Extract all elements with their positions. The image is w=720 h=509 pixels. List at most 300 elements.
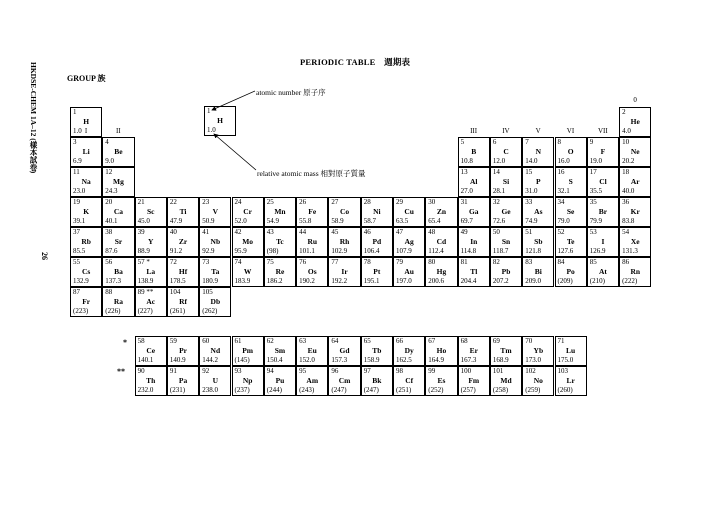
atomic-number: 43 (266, 228, 274, 236)
relative-atomic-mass: 88.9 (137, 247, 150, 255)
element-symbol: Fe (308, 207, 317, 216)
atomic-number: 25 (266, 198, 274, 206)
element-symbol: Sb (534, 237, 543, 246)
element-symbol: Mn (274, 207, 286, 216)
relative-atomic-mass: 238.0 (202, 386, 218, 394)
relative-atomic-mass: 27.0 (460, 187, 473, 195)
atomic-number: 54 (622, 228, 630, 236)
element-si (490, 167, 522, 197)
relative-atomic-mass: 132.9 (73, 277, 89, 285)
element-symbol: Ba (114, 267, 123, 276)
atomic-number: 16 (557, 168, 565, 176)
lanthanide-marker: * (123, 338, 127, 347)
atomic-number: 3 (73, 138, 77, 146)
element-symbol: As (534, 207, 543, 216)
element-ce (135, 336, 167, 366)
group-label: V (535, 127, 541, 135)
element-dy (393, 336, 425, 366)
relative-atomic-mass: 10.8 (460, 157, 473, 165)
element-symbol: Re (275, 267, 285, 276)
atomic-number: 75 (266, 258, 274, 266)
element-ba (102, 257, 134, 287)
element-o (555, 137, 587, 167)
atomic-number: 57 * (137, 258, 150, 266)
atomic-number: 37 (73, 228, 80, 236)
element-symbol: Po (566, 267, 575, 276)
relative-atomic-mass: 232.0 (137, 386, 154, 394)
relative-atomic-mass: 23.0 (73, 187, 86, 195)
element-symbol: H (83, 117, 90, 126)
element-symbol: Au (404, 267, 414, 276)
element-ni (361, 197, 393, 227)
page-title: PERIODIC TABLE 週期表 (300, 57, 411, 67)
relative-atomic-mass: 58.7 (363, 217, 376, 225)
element-zn (425, 197, 457, 227)
element-pm (232, 336, 264, 366)
element-symbol: Gd (339, 346, 350, 355)
element-k (70, 197, 102, 227)
element-w (232, 257, 264, 287)
element-au (393, 257, 425, 287)
element-symbol: At (598, 267, 607, 276)
relative-atomic-mass: 140.1 (137, 356, 154, 364)
relative-atomic-mass: 152.0 (299, 356, 315, 364)
relative-atomic-mass: 150.4 (266, 356, 283, 364)
relative-atomic-mass: 204.4 (460, 277, 477, 285)
element-symbol: Co (339, 207, 350, 216)
relative-atomic-mass: 55.8 (299, 217, 312, 225)
atomic-number: 67 (428, 337, 436, 345)
relative-atomic-mass: 138.9 (137, 277, 154, 285)
element-ca (102, 197, 134, 227)
relative-atomic-mass: 180.9 (202, 277, 218, 285)
atomic-number: 13 (460, 168, 468, 176)
element-rh (328, 227, 360, 257)
atomic-number: 77 (331, 258, 339, 266)
element-symbol: Cl (599, 177, 607, 186)
atomic-number: 2 (622, 108, 626, 116)
element-symbol: Cu (404, 207, 414, 216)
element-symbol: Nd (210, 346, 221, 355)
atomic-number: 69 (492, 337, 500, 345)
relative-atomic-mass: 63.5 (396, 217, 409, 225)
element-symbol: U (212, 376, 219, 385)
element-ar (619, 167, 651, 197)
atomic-number: 76 (299, 258, 307, 266)
element-co (328, 197, 360, 227)
element-symbol: Pb (501, 267, 511, 276)
relative-atomic-mass: 200.6 (428, 277, 445, 285)
relative-atomic-mass: 183.9 (234, 277, 251, 285)
element-hg (425, 257, 457, 287)
atomic-number: 97 (363, 367, 371, 375)
relative-atomic-mass: 158.9 (363, 356, 380, 364)
element-rb (70, 227, 102, 257)
element-symbol: Na (81, 177, 91, 186)
atomic-number: 38 (105, 228, 113, 236)
element-symbol: Rn (630, 267, 641, 276)
atomic-number: 34 (557, 198, 565, 206)
element-ra (102, 287, 134, 317)
element-mg (102, 167, 134, 197)
atomic-number: 26 (299, 198, 307, 206)
element-symbol: Pd (372, 237, 382, 246)
element-ga (458, 197, 490, 227)
relative-atomic-mass: 72.6 (492, 217, 506, 225)
relative-atomic-mass: 19.0 (589, 157, 603, 165)
atomic-number: 92 (202, 367, 210, 375)
element-symbol: Pt (373, 267, 381, 276)
element-mn (264, 197, 296, 227)
element-cr (232, 197, 264, 227)
actinide-marker: ** (117, 367, 125, 376)
element-symbol: La (146, 267, 156, 276)
element-symbol: Ac (146, 297, 156, 306)
atomic-number: 48 (428, 228, 436, 236)
element-s (555, 167, 587, 197)
element-cf (393, 366, 425, 396)
relative-atomic-mass: (237) (234, 386, 250, 394)
relative-atomic-mass: (223) (73, 307, 89, 315)
atomic-number: 55 (73, 258, 80, 266)
callout-relative-atomic-mass: relative atomic mass 相對原子質量 (257, 169, 366, 178)
atomic-number: 27 (331, 198, 339, 206)
element-cd (425, 227, 457, 257)
relative-atomic-mass: 207.2 (492, 277, 509, 285)
atomic-number: 36 (622, 198, 630, 206)
element-symbol: Ti (179, 207, 187, 216)
element-symbol: Tc (276, 237, 284, 246)
element-symbol: Ni (373, 207, 381, 216)
element-he (619, 107, 651, 137)
relative-atomic-mass: 58.9 (331, 217, 344, 225)
atomic-number: 19 (73, 198, 80, 206)
atomic-number: 98 (396, 367, 403, 375)
atomic-number: 1 (73, 108, 77, 116)
element-n (522, 137, 554, 167)
relative-atomic-mass: (258) (492, 386, 509, 394)
element-nb (199, 227, 231, 257)
element-symbol: Sn (501, 237, 511, 246)
element-gd (328, 336, 360, 366)
relative-atomic-mass: (222) (622, 277, 638, 285)
relative-atomic-mass: (247) (363, 386, 379, 394)
atomic-number: 49 (460, 228, 468, 236)
atomic-number: 83 (525, 258, 533, 266)
element-symbol: Mg (113, 177, 124, 186)
element-symbol: Pr (179, 346, 187, 355)
element-ti (167, 197, 199, 227)
relative-atomic-mass: 52.0 (234, 217, 247, 225)
relative-atomic-mass: 54.9 (266, 217, 280, 225)
element-at (587, 257, 619, 287)
relative-atomic-mass: 114.8 (460, 247, 477, 255)
atomic-number: 88 (105, 288, 113, 296)
element-symbol: Zn (436, 207, 447, 216)
relative-atomic-mass: (98) (266, 247, 279, 255)
element-tm (490, 336, 522, 366)
relative-atomic-mass: (244) (266, 386, 282, 394)
element-pt (361, 257, 393, 287)
relative-atomic-mass: (261) (169, 307, 186, 315)
relative-atomic-mass: (227) (137, 307, 153, 315)
element-kr (619, 197, 651, 227)
element-symbol: No (533, 376, 543, 385)
atomic-number: 32 (492, 198, 500, 206)
element-bi (522, 257, 554, 287)
atomic-number: 62 (266, 337, 274, 345)
element-symbol: Rb (81, 237, 91, 246)
element-pr (167, 336, 199, 366)
relative-atomic-mass: 28.1 (492, 187, 506, 195)
element-re (264, 257, 296, 287)
atomic-number: 14 (492, 168, 500, 176)
element-symbol: Rh (339, 237, 350, 246)
relative-atomic-mass: 167.3 (460, 356, 477, 364)
element-symbol: W (243, 267, 252, 276)
atomic-number: 31 (460, 198, 468, 206)
element-symbol: Xe (630, 237, 640, 246)
element-sr (102, 227, 134, 257)
element-ne (619, 137, 651, 167)
element-symbol: I (601, 237, 605, 246)
element-symbol: V (212, 207, 219, 216)
element-tl (458, 257, 490, 287)
element-ir (328, 257, 360, 287)
element-sb (522, 227, 554, 257)
element-symbol: S (568, 177, 573, 186)
element-li (70, 137, 102, 167)
element-symbol: Tm (500, 346, 512, 355)
element-er (458, 336, 490, 366)
relative-atomic-mass: 127.6 (557, 247, 574, 255)
element-pu (264, 366, 296, 396)
element-sn (490, 227, 522, 257)
atomic-number: 52 (557, 228, 565, 236)
atomic-number: 46 (363, 228, 371, 236)
relative-atomic-mass: 197.0 (396, 277, 412, 285)
relative-atomic-mass: 102.9 (331, 247, 348, 255)
element-es (425, 366, 457, 396)
element-symbol: Lu (566, 346, 576, 355)
atomic-number: 18 (622, 168, 630, 176)
element-symbol: Kr (630, 207, 640, 216)
element-b (458, 137, 490, 167)
element-symbol: Al (469, 177, 478, 186)
atomic-number: 42 (234, 228, 242, 236)
element-symbol: He (630, 117, 640, 126)
relative-atomic-mass: (210) (589, 277, 605, 285)
atomic-number: 44 (299, 228, 307, 236)
atomic-number: 4 (105, 138, 109, 146)
atomic-number: 85 (589, 258, 597, 266)
element-symbol: Hf (178, 267, 188, 276)
element-symbol: Ga (468, 207, 479, 216)
element-symbol: Os (307, 267, 317, 276)
element-bk (361, 366, 393, 396)
element-symbol: Li (82, 147, 90, 156)
relative-atomic-mass: 50.9 (202, 217, 215, 225)
element-symbol: Ce (146, 346, 156, 355)
relative-atomic-mass: 192.2 (331, 277, 348, 285)
relative-atomic-mass: 20.2 (622, 157, 635, 165)
atomic-number: 60 (202, 337, 210, 345)
relative-atomic-mass: 79.9 (589, 217, 603, 225)
relative-atomic-mass: 40.0 (622, 187, 635, 195)
atomic-number: 15 (525, 168, 533, 176)
relative-atomic-mass: (145) (234, 356, 250, 364)
element-cl (587, 167, 619, 197)
element-zr (167, 227, 199, 257)
atomic-number: 82 (492, 258, 500, 266)
element-symbol: Ge (501, 207, 511, 216)
element-sm (264, 336, 296, 366)
element-lu (555, 336, 587, 366)
relative-atomic-mass: 47.9 (169, 217, 183, 225)
atomic-number: 41 (202, 228, 210, 236)
atomic-number: 61 (234, 337, 242, 345)
relative-atomic-mass: 79.0 (557, 217, 570, 225)
atomic-number: 91 (169, 367, 177, 375)
element-xe (619, 227, 651, 257)
element-in (458, 227, 490, 257)
relative-atomic-mass: (262) (202, 307, 218, 315)
atomic-number: 104 (169, 288, 181, 296)
atomic-number: 10 (622, 138, 630, 146)
element-fr (70, 287, 102, 317)
relative-atomic-mass: 178.5 (169, 277, 186, 285)
element-no (522, 366, 554, 396)
relative-atomic-mass: 83.8 (622, 217, 635, 225)
side-note: HKDSE-CHEM 1A–12 (樣本試卷) (29, 62, 38, 174)
relative-atomic-mass: 87.6 (105, 247, 118, 255)
key-cell (204, 106, 236, 136)
atomic-number: 84 (557, 258, 565, 266)
relative-atomic-mass: 144.2 (202, 356, 218, 364)
atomic-number: 35 (589, 198, 597, 206)
atomic-number: 90 (137, 367, 145, 375)
element-be (102, 137, 134, 167)
relative-atomic-mass: 121.8 (525, 247, 541, 255)
group-label: VI (566, 127, 575, 135)
group-heading: GROUP 族 (67, 74, 106, 83)
key-atomic-number: 1 (207, 107, 211, 115)
atomic-number: 23 (202, 198, 210, 206)
element-symbol: Th (146, 376, 156, 385)
element-symbol: Cf (405, 376, 414, 385)
element-symbol: Lr (566, 376, 575, 385)
atomic-number: 33 (525, 198, 533, 206)
element-symbol: Nb (210, 237, 221, 246)
element-symbol: Ho (436, 346, 447, 355)
element-symbol: In (470, 237, 478, 246)
element-symbol: Ru (307, 237, 318, 246)
element-symbol: Md (500, 376, 512, 385)
relative-atomic-mass: 16.0 (557, 157, 570, 165)
relative-atomic-mass: 106.4 (363, 247, 380, 255)
atomic-number: 66 (396, 337, 403, 345)
relative-atomic-mass: 195.1 (363, 277, 380, 285)
element-symbol: Zr (178, 237, 188, 246)
element-i (587, 227, 619, 257)
atomic-number: 96 (331, 367, 339, 375)
element-symbol: Sc (146, 207, 155, 216)
relative-atomic-mass: 157.3 (331, 356, 348, 364)
element-symbol: Pm (242, 346, 254, 355)
relative-atomic-mass: (209) (557, 277, 573, 285)
relative-atomic-mass: 186.2 (266, 277, 283, 285)
atomic-number: 63 (299, 337, 307, 345)
relative-atomic-mass: 126.9 (589, 247, 606, 255)
element-symbol: Es (437, 376, 446, 385)
element-symbol: Cm (338, 376, 351, 385)
atomic-number: 65 (363, 337, 371, 345)
relative-atomic-mass: 1.0 (73, 127, 82, 135)
atomic-number: 5 (460, 138, 465, 146)
callout-atomic-number: atomic number 原子序 (256, 88, 326, 97)
element-symbol: Np (242, 376, 253, 385)
element-symbol: Ca (113, 207, 124, 216)
element-ta (199, 257, 231, 287)
element-u (199, 366, 231, 396)
element-ge (490, 197, 522, 227)
element-v (199, 197, 231, 227)
atomic-number: 79 (396, 258, 403, 266)
element-symbol: Fr (82, 297, 91, 306)
relative-atomic-mass: 190.2 (299, 277, 315, 285)
relative-atomic-mass: 24.3 (105, 187, 118, 195)
atomic-number: 81 (460, 258, 468, 266)
element-symbol: Se (566, 207, 575, 216)
atomic-number: 72 (169, 258, 177, 266)
element-lr (555, 366, 587, 396)
relative-atomic-mass: 65.4 (428, 217, 441, 225)
element-cu (393, 197, 425, 227)
atomic-number: 73 (202, 258, 210, 266)
group-label: VII (597, 127, 608, 135)
element-symbol: Br (598, 207, 608, 216)
element-eu (296, 336, 328, 366)
element-symbol: Te (566, 237, 575, 246)
element-pd (361, 227, 393, 257)
element-br (587, 197, 619, 227)
relative-atomic-mass: (226) (105, 307, 121, 315)
element-symbol: Er (469, 346, 478, 355)
element-fm (458, 366, 490, 396)
element-symbol: Tb (372, 346, 382, 355)
element-symbol: Ne (630, 147, 640, 156)
element-symbol: Rf (179, 297, 187, 306)
element-mo (232, 227, 264, 257)
element-symbol: Am (306, 376, 319, 385)
element-symbol: B (471, 147, 477, 156)
element-symbol: F (600, 147, 606, 156)
group-label: IV (502, 127, 510, 135)
element-symbol: C (503, 147, 509, 156)
relative-atomic-mass: (247) (331, 386, 347, 394)
atomic-number: 102 (525, 367, 536, 375)
atomic-number: 29 (396, 198, 403, 206)
atomic-number: 17 (589, 168, 597, 176)
element-np (232, 366, 264, 396)
relative-atomic-mass: 175.0 (557, 356, 574, 364)
element-la (135, 257, 167, 287)
relative-atomic-mass: (251) (396, 386, 412, 394)
element-symbol: O (567, 147, 574, 156)
element-am (296, 366, 328, 396)
element-os (296, 257, 328, 287)
atomic-number: 80 (428, 258, 436, 266)
